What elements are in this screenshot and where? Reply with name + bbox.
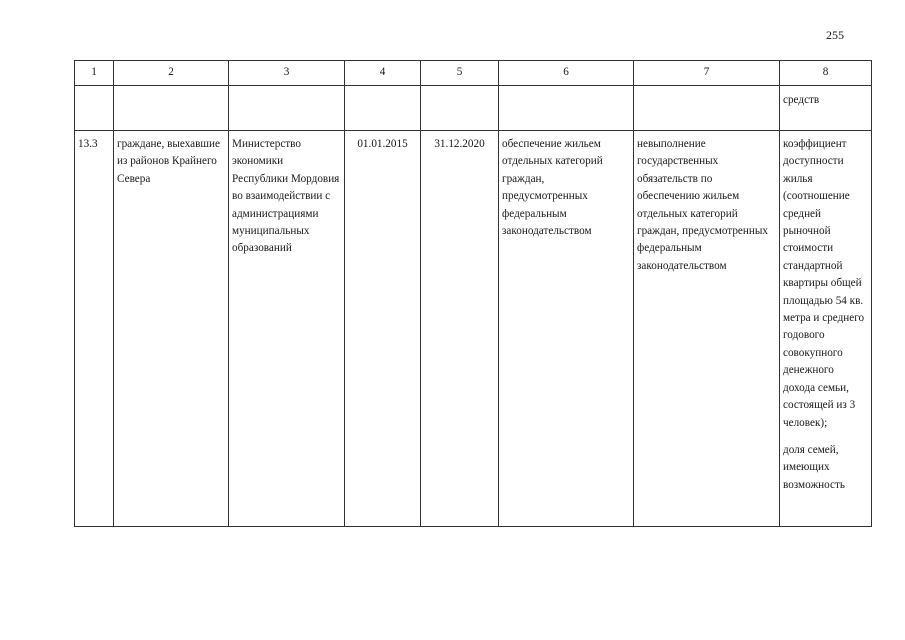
row-consequences: невыполнение государственных обязательств по обеспечению жильем отдельных категорий граждан, предусмотренных федеральным законодательством (634, 131, 780, 527)
table-row (75, 131, 872, 527)
row-indicators (780, 131, 872, 527)
indicator-2: доля семей, имеющих возможность (783, 443, 846, 491)
header-cell-3: 3 (229, 61, 345, 86)
indicator-1: коэффициент доступности жилья (соотношение средней рыночной стоимости стандартной квартиры общей площадью 54 кв. метра и среднего годового совокупного денежного дохода семьи, состоящей из 3 человек); (783, 138, 865, 429)
cont-cell-6 (499, 86, 634, 131)
cont-cell-1 (75, 86, 114, 131)
cont-cell-2 (114, 86, 229, 131)
header-cell-6: 6 (499, 61, 634, 86)
row-category: граждане, выехавшие из районов Крайнего Севера (114, 131, 229, 527)
continuation-row (75, 86, 872, 131)
row-number: 13.3 (75, 131, 114, 527)
header-row (75, 61, 872, 86)
header-cell-7: 7 (634, 61, 780, 86)
row-result: обеспечение жильем отдельных категорий граждан, предусмотренных федеральным законодательством (499, 131, 634, 527)
header-cell-5: 5 (421, 61, 499, 86)
header-cell-2: 2 (114, 61, 229, 86)
header-cell-1: 1 (75, 61, 114, 86)
cont-cell-3 (229, 86, 345, 131)
row-end-date: 31.12.2020 (421, 131, 499, 527)
cont-cell-4 (345, 86, 421, 131)
row-start-date: 01.01.2015 (345, 131, 421, 527)
row-executor: Министерство экономики Республики Мордовия во взаимодействии с администрациями муниципальных образований (229, 131, 345, 527)
program-table (74, 60, 872, 527)
cont-cell-5 (421, 86, 499, 131)
header-cell-4: 4 (345, 61, 421, 86)
cont-cell-7 (634, 86, 780, 131)
header-cell-8: 8 (780, 61, 872, 86)
cont-cell-8: средств (780, 86, 872, 131)
page-number: 255 (826, 28, 844, 42)
